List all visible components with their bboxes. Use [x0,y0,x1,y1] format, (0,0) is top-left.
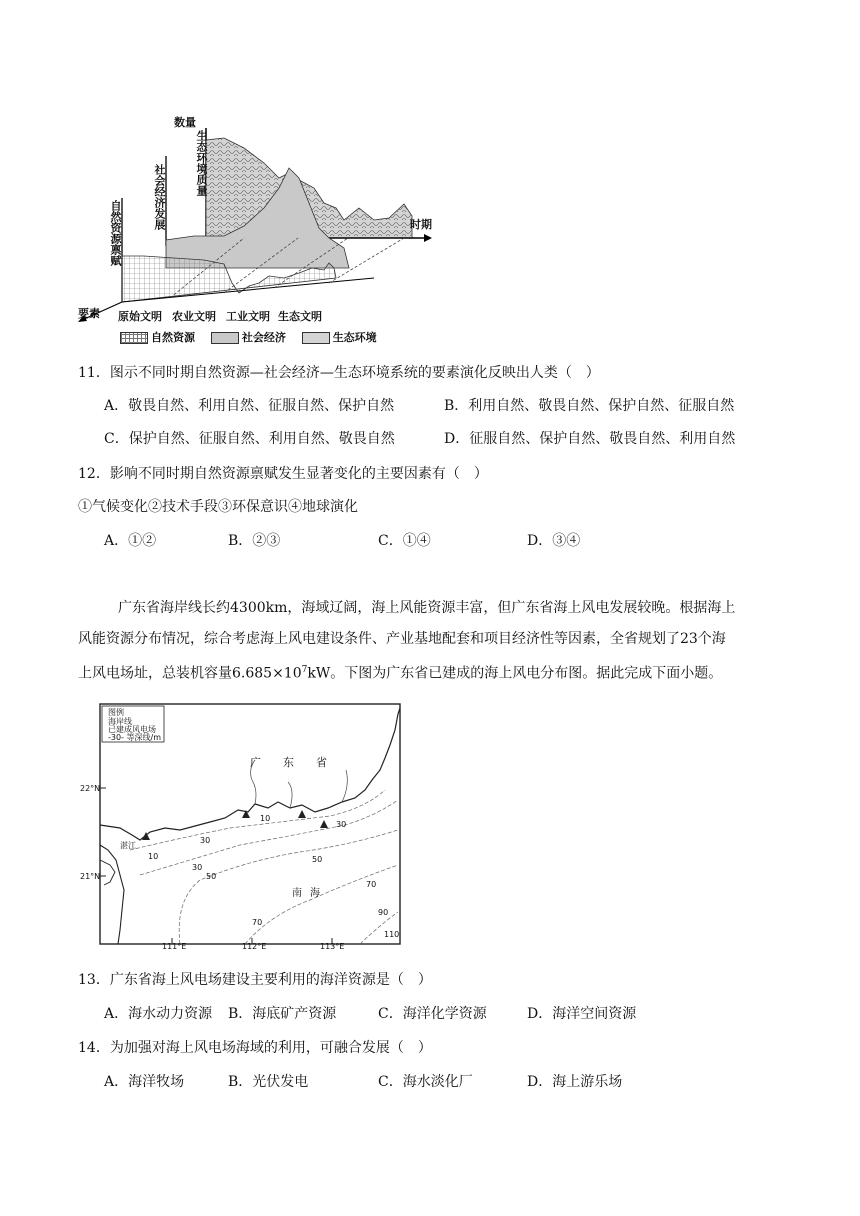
q14-option-a[interactable]: A．海洋牧场 [104,1074,185,1090]
depth-label: 90 [378,908,389,917]
q12-option-b[interactable]: B．②③ [228,533,281,549]
q11-stem: 11．图示不同时期自然资源—社会经济—生态环境系统的要素演化反映出人类（ ） [78,365,600,381]
q13-option-c[interactable]: C．海洋化学资源 [378,1006,487,1022]
guangdong-wind-map [80,700,406,950]
q14-stem: 14．为加强对海上风电场海域的利用，可融合发展（ ） [78,1040,432,1056]
label-social-development: 社会经济发展 [153,164,166,230]
q12-option-a[interactable]: A．①② [104,533,157,549]
q13-option-b[interactable]: B．海底矿产资源 [228,1006,337,1022]
figure-element-evolution [74,108,434,348]
depth-label: 110 [384,930,400,939]
depth-label: 70 [252,918,263,927]
q11-option-c[interactable]: C．保护自然、征服自然、利用自然、敬畏自然 [104,431,395,447]
legend-natural: 自然资源 [151,331,195,344]
q12-items: ①气候变化②技术手段③环保意识④地球演化 [78,499,358,515]
q13-option-a[interactable]: A．海水动力资源 [104,1006,213,1022]
lon-label-111: 111°E [162,942,187,951]
figure-legend [120,329,377,345]
q12-option-d[interactable]: D．③④ [527,533,581,549]
passage-line-3-pre: 上风电场址，总装机容量6.685×10 [78,665,302,682]
lat-label-21: 21°N [80,872,101,881]
label-time: 时期 [410,218,432,231]
lon-label-113: 113°E [320,942,345,951]
passage-exponent: 7 [301,665,308,675]
stage-ecological: 生态文明 [278,310,322,323]
q13-stem: 13．广东省海上风电场建设主要利用的海洋资源是（ ） [78,972,432,988]
legend-gray-swatch [211,332,239,344]
stage-agricultural: 农业文明 [172,310,216,323]
depth-label: 50 [206,872,217,881]
depth-label: 30 [336,820,347,829]
depth-label: 10 [260,814,271,823]
legend-eco: 生态环境 [332,331,377,344]
passage-line-3-post: kW。下图为广东省已建成的海上风电分布图。据此完成下面小题。 [307,665,723,682]
legend-wave-swatch [302,332,330,344]
map-sea-label: 南海 [292,888,328,899]
stage-primitive: 原始文明 [118,310,162,323]
legend-social: 社会经济 [241,331,286,344]
depth-label: 30 [200,836,211,845]
q13-option-d[interactable]: D．海洋空间资源 [527,1006,637,1022]
stage-industrial: 工业文明 [226,310,270,323]
label-eco-quality: 生态环境质量 [195,130,208,196]
map-legend-isobath: -30- 等深线/m [108,733,161,742]
map-city-label: 湛江 [120,841,136,850]
q11-option-a[interactable]: A．敬畏自然、利用自然、征服自然、保护自然 [104,398,395,414]
map-legend-coastline: 海岸线 [108,717,132,726]
q14-option-d[interactable]: D．海上游乐场 [527,1074,623,1090]
passage [78,593,790,690]
map-legend-windfarm: 已建成风电场 [108,725,156,734]
label-quantity: 数量 [174,116,196,129]
label-natural-endowment: 自然资源禀赋 [109,200,122,266]
map-province-label: 广东省 [250,756,349,769]
map-legend-title: 图例 [108,708,124,717]
passage-line-1: 广东省海岸线长约4300km，海域辽阔，海上风能资源丰富，但广东省海上风电发展较晚。根据海上 [118,600,736,616]
label-elements: 要素 [78,307,100,320]
q14-option-c[interactable]: C．海水淡化厂 [378,1074,473,1090]
lon-label-112: 112°E [242,942,267,951]
q14-option-b[interactable]: B．光伏发电 [228,1074,309,1090]
lat-label-22: 22°N [80,784,101,793]
passage-line-3 [78,655,790,690]
depth-label: 70 [366,880,377,889]
q12-option-c[interactable]: C．①④ [378,533,431,549]
passage-line-2: 风能资源分布情况，综合考虑海上风电建设条件、产业基地配套和项目经济性等因素，全省规划了23个海 [78,631,726,647]
depth-label: 10 [148,852,159,861]
q12-stem: 12．影响不同时期自然资源禀赋发生显著变化的主要因素有（ ） [78,466,488,482]
q11-option-b[interactable]: B．利用自然、敬畏自然、保护自然、征服自然 [444,398,735,414]
legend-grid-swatch [120,332,148,344]
q11-option-d[interactable]: D．征服自然、保护自然、敬畏自然、利用自然 [444,431,736,447]
depth-label: 50 [312,855,323,864]
depth-label: 30 [192,863,203,872]
